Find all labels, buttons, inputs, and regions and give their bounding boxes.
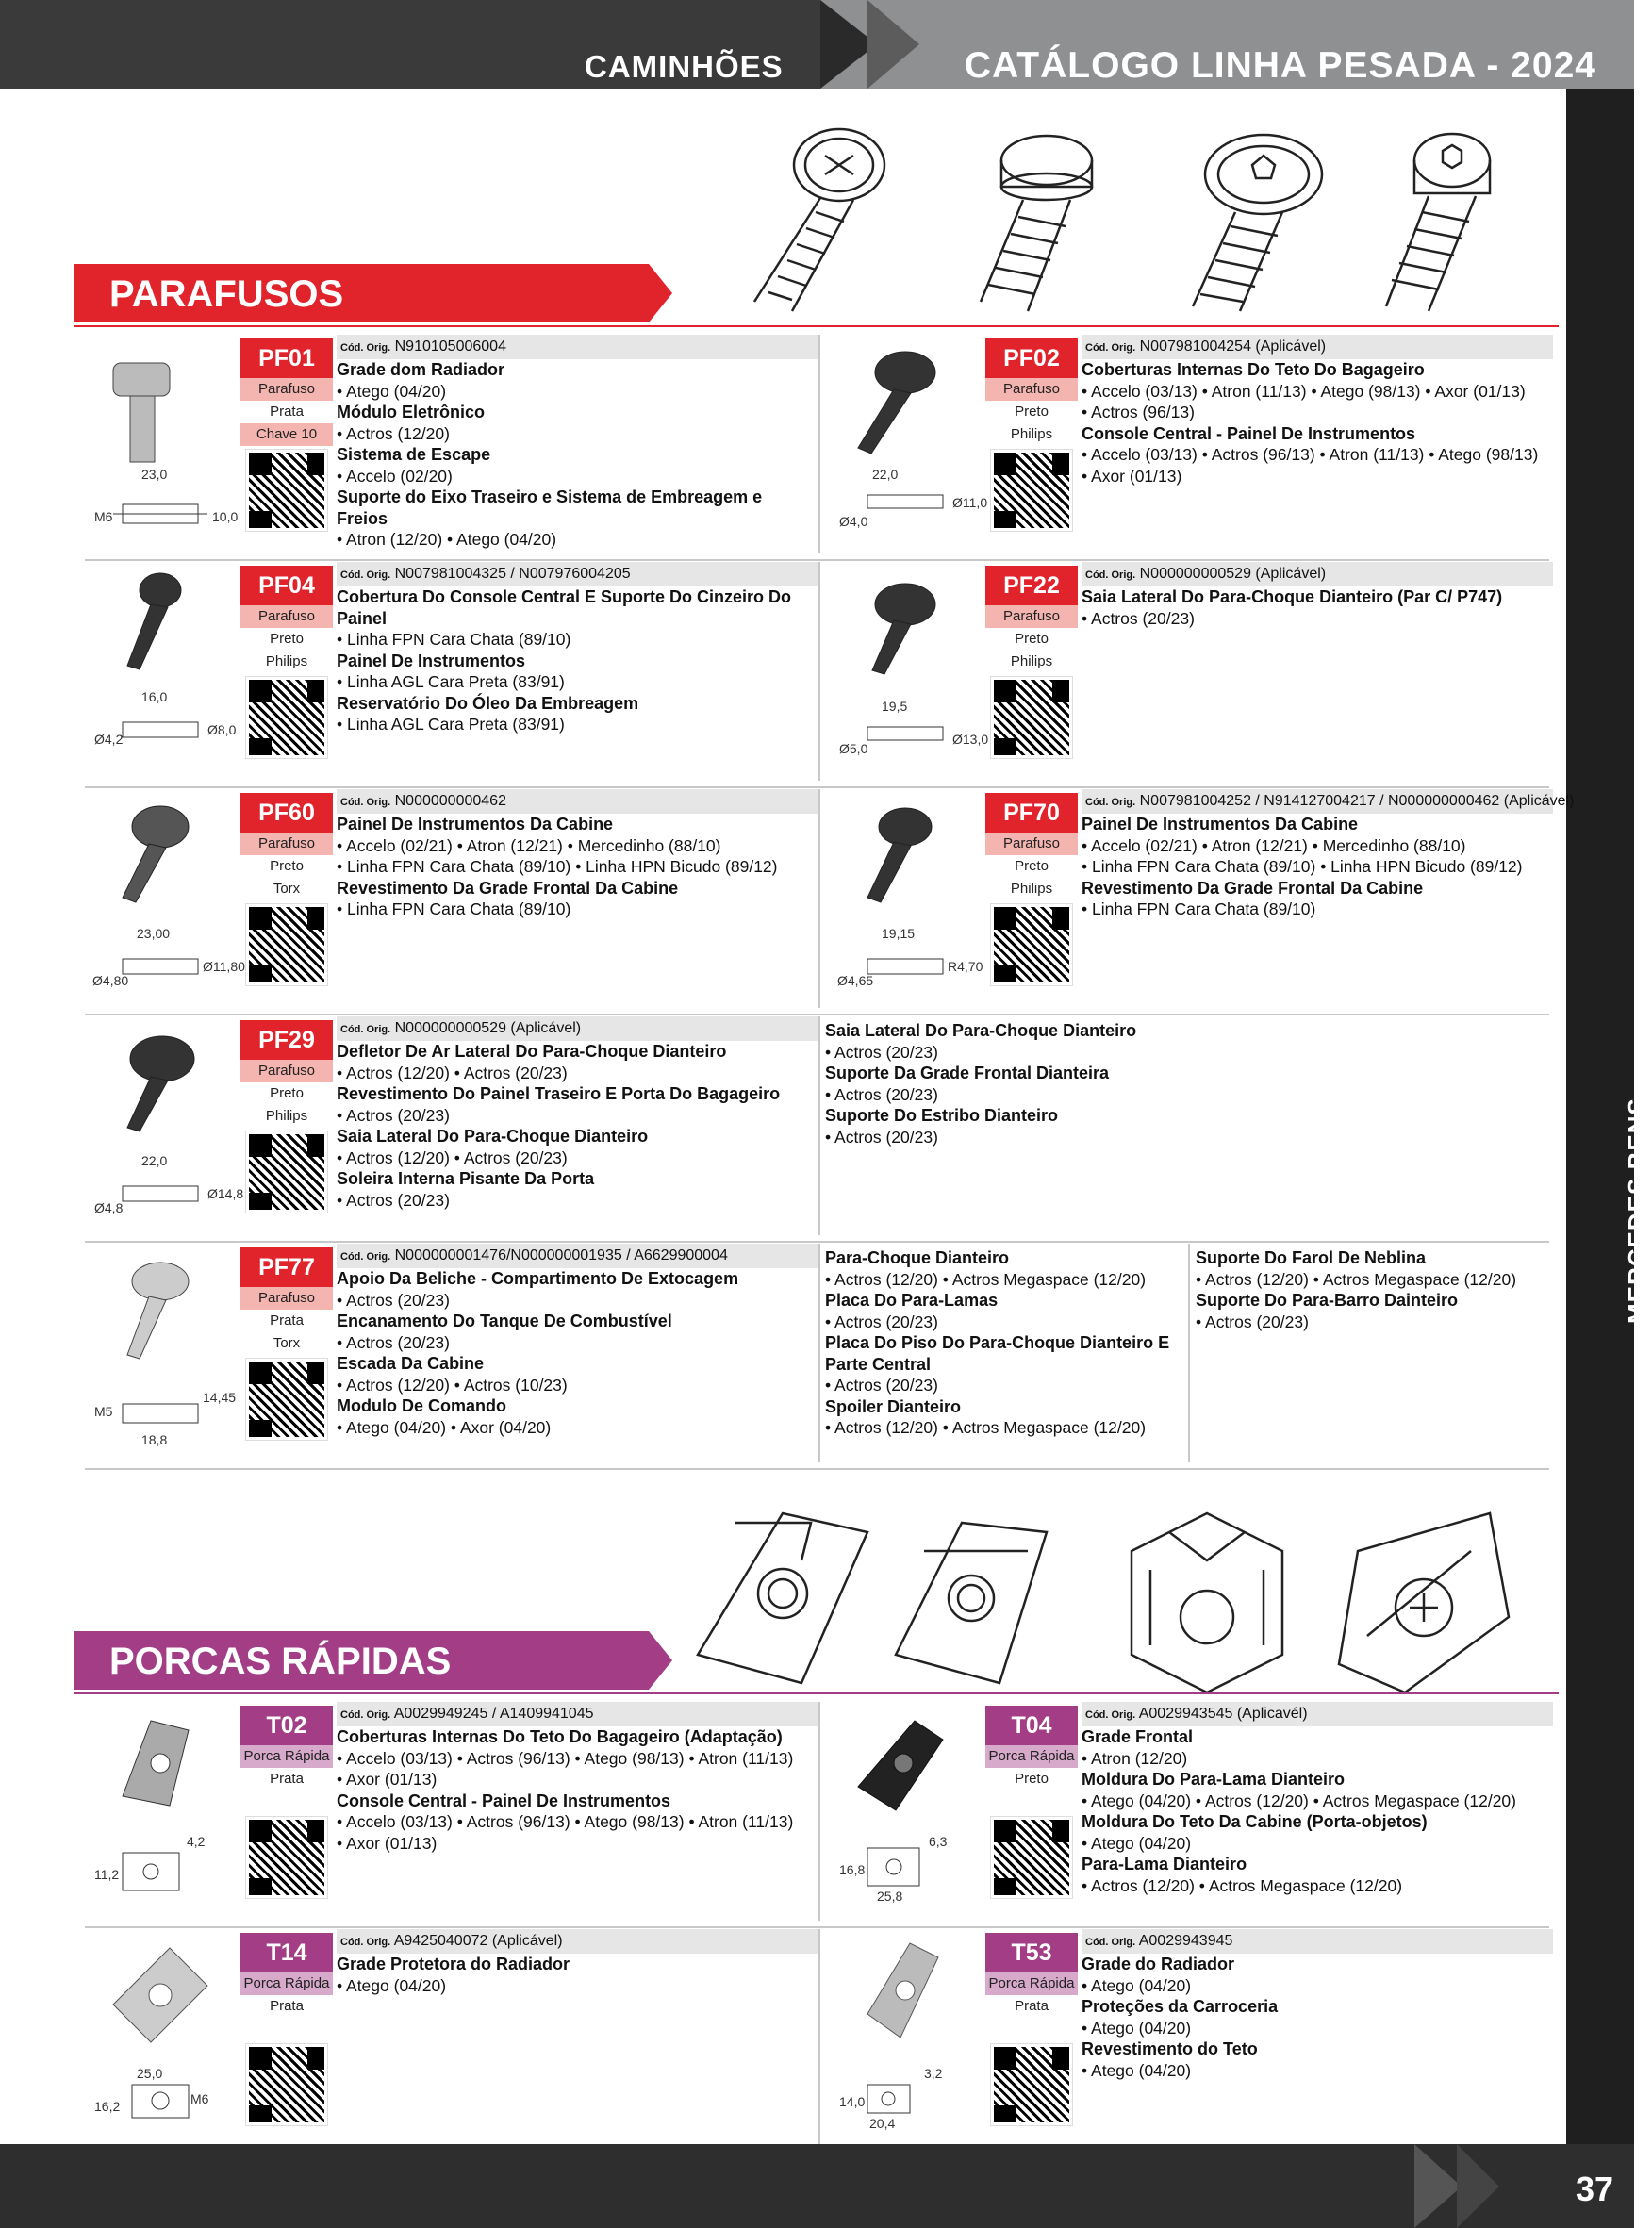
clip-illustration-3 (1132, 1513, 1282, 1692)
qr-code[interactable] (991, 677, 1072, 758)
product-row (85, 1929, 1549, 2155)
part-badge (985, 793, 1078, 985)
qr-code[interactable] (246, 2044, 327, 2125)
qr-code[interactable] (991, 1817, 1072, 1898)
section-rule (74, 1692, 1559, 1694)
applications: Grade dom Radiador • Atego (04/20) Módulo Eletrônico • Actros (12/20) Sistema de Escape • Accelo (02/20) Suporte do Eixo Traseiro e Sistema de Embreagem e Freios • Atron (12/20) • Atego (04/20) (337, 360, 763, 549)
part-info (1082, 789, 1575, 920)
product-card-T14 (85, 1929, 820, 2148)
dimension-label: 16,2 (94, 2099, 121, 2114)
screw-illustration-2 (981, 136, 1092, 311)
dimension-label: 14,0 (839, 2094, 866, 2109)
dimension-label: 16,8 (839, 1862, 866, 1877)
part-thumbnail (830, 1702, 976, 1921)
dimension-label: Ø11,0 (952, 495, 988, 510)
product-card-PF22 (830, 562, 1549, 781)
part-code: T02 (240, 1706, 333, 1745)
part-attr: Philips (265, 653, 308, 669)
product-card-T53 (830, 1929, 1549, 2148)
applications: Defletor De Ar Lateral Do Para-Choque Dianteiro • Actros (12/20) • Actros (20/23) Revestimento Do Painel Traseiro E Porta Do Bagageiro • Actros (20/23) Saia Lateral Do Para-Choque Dianteiro • Actros (12/20) • Actros (20/23) Soleira Interna Pisante Da Porta • Actros (20/23) (337, 1042, 781, 1210)
brand-sidebar (1566, 89, 1651, 2144)
part-attr: Parafuso (985, 378, 1078, 401)
part-info (1082, 335, 1553, 487)
dimension-label: R4,70 (948, 959, 983, 974)
dimension-label: 3,2 (924, 2066, 943, 2081)
part-thumbnail (830, 1929, 976, 2148)
part-info (337, 562, 818, 735)
orig-code: Cód. Orig. N910105006004 (337, 335, 818, 359)
clip-illustration-4 (1339, 1513, 1509, 1692)
part-thumbnail (85, 1244, 231, 1462)
product-row (85, 335, 1549, 561)
part-attr: Porca Rápida (985, 1972, 1078, 1995)
product-card-PF04 (85, 562, 820, 781)
section-banner-porcas (74, 1631, 658, 1690)
applications: Grade do Radiador • Atego (04/20) Proteções da Carroceria • Atego (04/20) Revestimento do Teto • Atego (04/20) (1082, 1955, 1279, 2080)
part-code: PF70 (985, 793, 1078, 833)
qr-code[interactable] (246, 1131, 327, 1213)
footer-chevron (1457, 2144, 1499, 2228)
part-thumbnail (85, 1702, 231, 1921)
orig-code: Cód. Orig. N000000000462 (337, 789, 818, 814)
header-catalog-title: CATÁLOGO LINHA PESADA - 2024 (964, 45, 1596, 86)
part-attr: Porca Rápida (240, 1745, 333, 1768)
dimension-label: Ø4,80 (92, 973, 129, 988)
part-info (337, 335, 818, 551)
dimension-label: 16,0 (141, 689, 168, 704)
part-badge (240, 1933, 333, 2125)
applications: Coberturas Internas Do Teto Do Bagageiro • Accelo (03/13) • Atron (11/13) • Atego (98/13) • Axor (01/13) • Actros (96/13) Console Central - Painel De Instrumentos • Accelo (03/13) • Actros (96/13) • Atron (11/13) • Atego (98/13) • Axor (01/13) (1082, 360, 1539, 486)
part-code: PF04 (240, 566, 333, 605)
part-attr: Philips (1010, 653, 1053, 669)
dimension-label: Ø4,0 (839, 514, 868, 529)
section-banner-parafusos (74, 264, 658, 322)
dimension-label: 11,2 (94, 1867, 120, 1882)
qr-code[interactable] (246, 1817, 327, 1898)
footer-chevron (1414, 2144, 1462, 2228)
footer-bar (0, 2144, 1634, 2228)
screw-illustration-4 (1386, 134, 1490, 311)
applications: Saia Lateral Do Para-Choque Dianteiro (Par C/ P747) • Actros (20/23) (1082, 587, 1503, 628)
part-code: PF29 (240, 1020, 333, 1060)
brand-label: MERCEDES BENS (1623, 1097, 1651, 1324)
part-attr: Parafuso (240, 1287, 333, 1310)
applications: Painel De Instrumentos Da Cabine • Accelo (02/21) • Atron (12/21) • Mercedinho (88/10) • Linha FPN Cara Chata (89/10) • Linha HPN Bicudo (89/12) Revestimento Da Grade Frontal Da Cabine • Linha FPN Cara Chata (89/10) (337, 815, 778, 918)
qr-code[interactable] (991, 450, 1072, 531)
part-attr: Philips (1010, 881, 1053, 897)
qr-code[interactable] (991, 2044, 1072, 2125)
part-attr: Prata (240, 1310, 333, 1332)
page-number: 37 (1575, 2170, 1613, 2208)
part-badge (985, 566, 1078, 758)
part-badge (240, 338, 333, 531)
dimension-label: 14,45 (203, 1390, 237, 1405)
part-attr: Chave 10 (240, 423, 333, 446)
qr-code[interactable] (246, 677, 327, 758)
qr-code[interactable] (246, 1359, 327, 1440)
product-card-PF02 (830, 335, 1549, 553)
orig-code: Cód. Orig. N007981004252 / N914127004217 / N000000000462 (Aplicável) (1082, 789, 1553, 814)
applications: Grade Frontal • Atron (12/20) Moldura Do Para-Lama Dianteiro • Atego (04/20) • Actros (12/20) • Actros Megaspace (12/20) Moldura Do Teto Da Cabine (Porta-objetos) • Atego (04/20) Para-Lama Dianteiro • Actros (12/20) • Actros Megaspace (12/20) (1082, 1727, 1516, 1895)
dimension-label: Ø11,80 (203, 959, 245, 974)
orig-code: Cód. Orig. A9425040072 (Aplicável) (337, 1929, 818, 1954)
part-attr: Preto (240, 1082, 333, 1105)
qr-code[interactable] (246, 904, 327, 985)
part-attr: Philips (1010, 426, 1053, 442)
clip-illustration-1 (698, 1513, 867, 1683)
part-code: PF01 (240, 338, 333, 378)
dimension-label: 19,5 (882, 699, 908, 714)
part-attr: Preto (985, 855, 1078, 878)
section-title: PORCAS RÁPIDAS (109, 1641, 452, 1682)
part-thumbnail (85, 1929, 231, 2148)
part-info (337, 1244, 818, 1438)
dimension-label: Ø13,0 (952, 732, 989, 747)
product-card-PF60 (85, 789, 820, 1008)
part-badge (985, 1933, 1078, 2125)
part-attr: Porca Rápida (240, 1972, 333, 1995)
part-attr: Preto (240, 855, 333, 878)
part-attr: Parafuso (240, 605, 333, 628)
part-code: T04 (985, 1706, 1078, 1745)
clip-nut-illustrations (679, 1494, 1528, 1702)
part-attr: Prata (240, 401, 333, 423)
part-info (337, 1702, 818, 1854)
part-badge (240, 566, 333, 758)
dimension-label: M6 (94, 509, 113, 524)
product-row (85, 1016, 1549, 1243)
applications: Cobertura Do Console Central E Suporte Do Cinzeiro Do Painel • Linha FPN Cara Chata (89/10) Painel De Instrumentos • Linha AGL Cara Preta (83/91) Reservatório Do Óleo Da Embreagem • Linha AGL Cara Preta (83/91) (337, 587, 792, 734)
orig-code: Cód. Orig. A0029943945 (1082, 1929, 1553, 1954)
applications: Coberturas Internas Do Teto Do Bagageiro (Adaptação) • Accelo (03/13) • Actros (96/13) • Atego (98/13) • Atron (11/13) • Axor (01/13) Console Central - Painel De Instrumentos • Accelo (03/13) • Actros (96/13) • Atego (98/13) • Atron (11/13) • Axor (01/13) (337, 1727, 794, 1853)
part-attr: Philips (265, 1108, 308, 1124)
orig-code: Cód. Orig. N000000000529 (Aplicável) (1082, 562, 1553, 586)
part-attr: Preto (985, 628, 1078, 651)
product-card-PF29 (85, 1016, 820, 1235)
dimension-label: 19,15 (882, 926, 916, 941)
product-card-PF70 (830, 789, 1575, 1008)
product-card-T04 (830, 1702, 1549, 1921)
part-badge (985, 1706, 1078, 1898)
part-info (1082, 1702, 1553, 1896)
applications: Grade Protetora do Radiador • Atego (04/20) (337, 1955, 570, 1995)
orig-code: Cód. Orig. N007981004325 / N007976004205 (337, 562, 818, 586)
dimension-label: Ø5,0 (839, 741, 868, 756)
part-info (337, 1016, 818, 1211)
dimension-label: 10,0 (212, 509, 239, 524)
applications-continued: Para-Choque Dianteiro • Actros (12/20) • Actros Megaspace (12/20) Placa Do Para-Lamas • Actros (20/23) Placa Do Piso Do Para-Choque Dianteiro E Parte Central • Actros (20/23) Spoiler Dianteiro • Actros (12/20) • Actros Megaspace (12/20) (825, 1248, 1170, 1437)
part-attr: Prata (240, 1995, 333, 2018)
qr-code[interactable] (991, 904, 1072, 985)
orig-code: Cód. Orig. N000000001476/N000000001935 / A6629900004 (337, 1244, 818, 1268)
orig-code: Cód. Orig. N007981004254 (Aplicável) (1082, 335, 1553, 359)
screw-illustration-1 (754, 129, 884, 311)
applications-continued: Saia Lateral Do Para-Choque Dianteiro • Actros (20/23) Suporte Da Grade Frontal Dianteira • Actros (20/23) Suporte Do Estribo Dianteiro • Actros (20/23) (825, 1021, 1137, 1147)
applications: Apoio Da Beliche - Compartimento De Extocagem • Actros (20/23) Encanamento Do Tanque De Combustível • Actros (20/23) Escada Da Cabine • Actros (12/20) • Actros (10/23) Modulo De Comando • Atego (04/20) • Axor (04/20) (337, 1269, 739, 1437)
dimension-label: 20,4 (869, 2116, 896, 2131)
part-code: T14 (240, 1933, 333, 1972)
part-info (337, 789, 818, 920)
dimension-label: M6 (190, 2091, 209, 2106)
part-attr: Parafuso (240, 1060, 333, 1082)
part-code: T53 (985, 1933, 1078, 1972)
part-attr: Preto (985, 401, 1078, 423)
dimension-label: Ø8,0 (207, 722, 237, 737)
part-attr: Prata (985, 1995, 1078, 2018)
dimension-label: 25,8 (877, 1889, 903, 1904)
part-code: PF60 (240, 793, 333, 833)
part-thumbnail (85, 562, 231, 781)
screw-illustrations (698, 123, 1528, 321)
dimension-label: M5 (94, 1404, 113, 1419)
part-attr: Parafuso (240, 833, 333, 855)
section-title: PARAFUSOS (109, 273, 344, 315)
dimension-label: 4,2 (187, 1834, 206, 1849)
header-chevron (867, 0, 919, 89)
dimension-label: 23,0 (141, 467, 168, 482)
header-category: CAMINHÕES (585, 49, 784, 84)
orig-code: Cód. Orig. A0029943545 (Aplicavél) (1082, 1702, 1553, 1726)
part-attr: Preto (985, 1768, 1078, 1791)
orig-code: Cód. Orig. A0029949245 / A1409941045 (337, 1702, 818, 1726)
header-bar (0, 0, 1634, 89)
part-info (1082, 562, 1553, 629)
dimension-label: Ø4,65 (837, 973, 874, 988)
product-card-T02 (85, 1702, 820, 1921)
dimension-label: Ø4,2 (94, 732, 124, 747)
product-row (85, 1702, 1549, 1928)
part-info (337, 1929, 818, 1996)
dimension-label: 25,0 (137, 2066, 163, 2081)
part-badge (985, 338, 1078, 531)
part-code: PF02 (985, 338, 1078, 378)
dimension-label: 22,0 (872, 467, 899, 482)
dimension-label: 22,0 (141, 1153, 168, 1168)
clip-illustration-2 (896, 1523, 1047, 1683)
section-rule (74, 325, 1559, 327)
applications-continued: Suporte Do Farol De Neblina • Actros (12/20) • Actros Megaspace (12/20) Suporte Do Para-Barro Dainteiro • Actros (20/23) (1196, 1248, 1517, 1331)
applications: Painel De Instrumentos Da Cabine • Accelo (02/21) • Atron (12/21) • Mercedinho (88/10) • Linha FPN Cara Chata (89/10) • Linha HPN Bicudo (89/12) Revestimento Da Grade Frontal Da Cabine • Linha FPN Cara Chata (89/10) (1082, 815, 1523, 918)
product-card-PF77 (85, 1244, 820, 1462)
part-attr: Parafuso (985, 605, 1078, 628)
dimension-label: 23,00 (137, 926, 171, 941)
part-attr: Parafuso (985, 833, 1078, 855)
part-code: PF77 (240, 1247, 333, 1287)
dimension-label: Ø14,8 (207, 1186, 244, 1201)
part-badge (240, 1247, 333, 1440)
orig-code: Cód. Orig. N000000000529 (Aplicável) (337, 1016, 818, 1041)
product-row (85, 789, 1575, 1015)
dimension-label: Ø4,8 (94, 1200, 124, 1215)
screw-illustration-3 (1193, 135, 1322, 311)
part-attr: Torx (273, 1335, 301, 1351)
part-badge (240, 793, 333, 985)
part-code: PF22 (985, 566, 1078, 605)
part-attr: Prata (240, 1768, 333, 1791)
product-card-PF01 (85, 335, 820, 553)
part-attr: Porca Rápida (985, 1745, 1078, 1768)
part-attr: Torx (273, 881, 301, 897)
qr-code[interactable] (246, 450, 327, 531)
product-row (85, 1244, 1549, 1470)
part-info (1082, 1929, 1553, 2081)
product-row (85, 562, 1549, 788)
part-attr: Preto (240, 628, 333, 651)
dimension-label: 18,8 (141, 1432, 168, 1447)
dimension-label: 6,3 (929, 1834, 948, 1849)
part-badge (240, 1706, 333, 1898)
part-badge (240, 1020, 333, 1213)
part-attr: Parafuso (240, 378, 333, 401)
